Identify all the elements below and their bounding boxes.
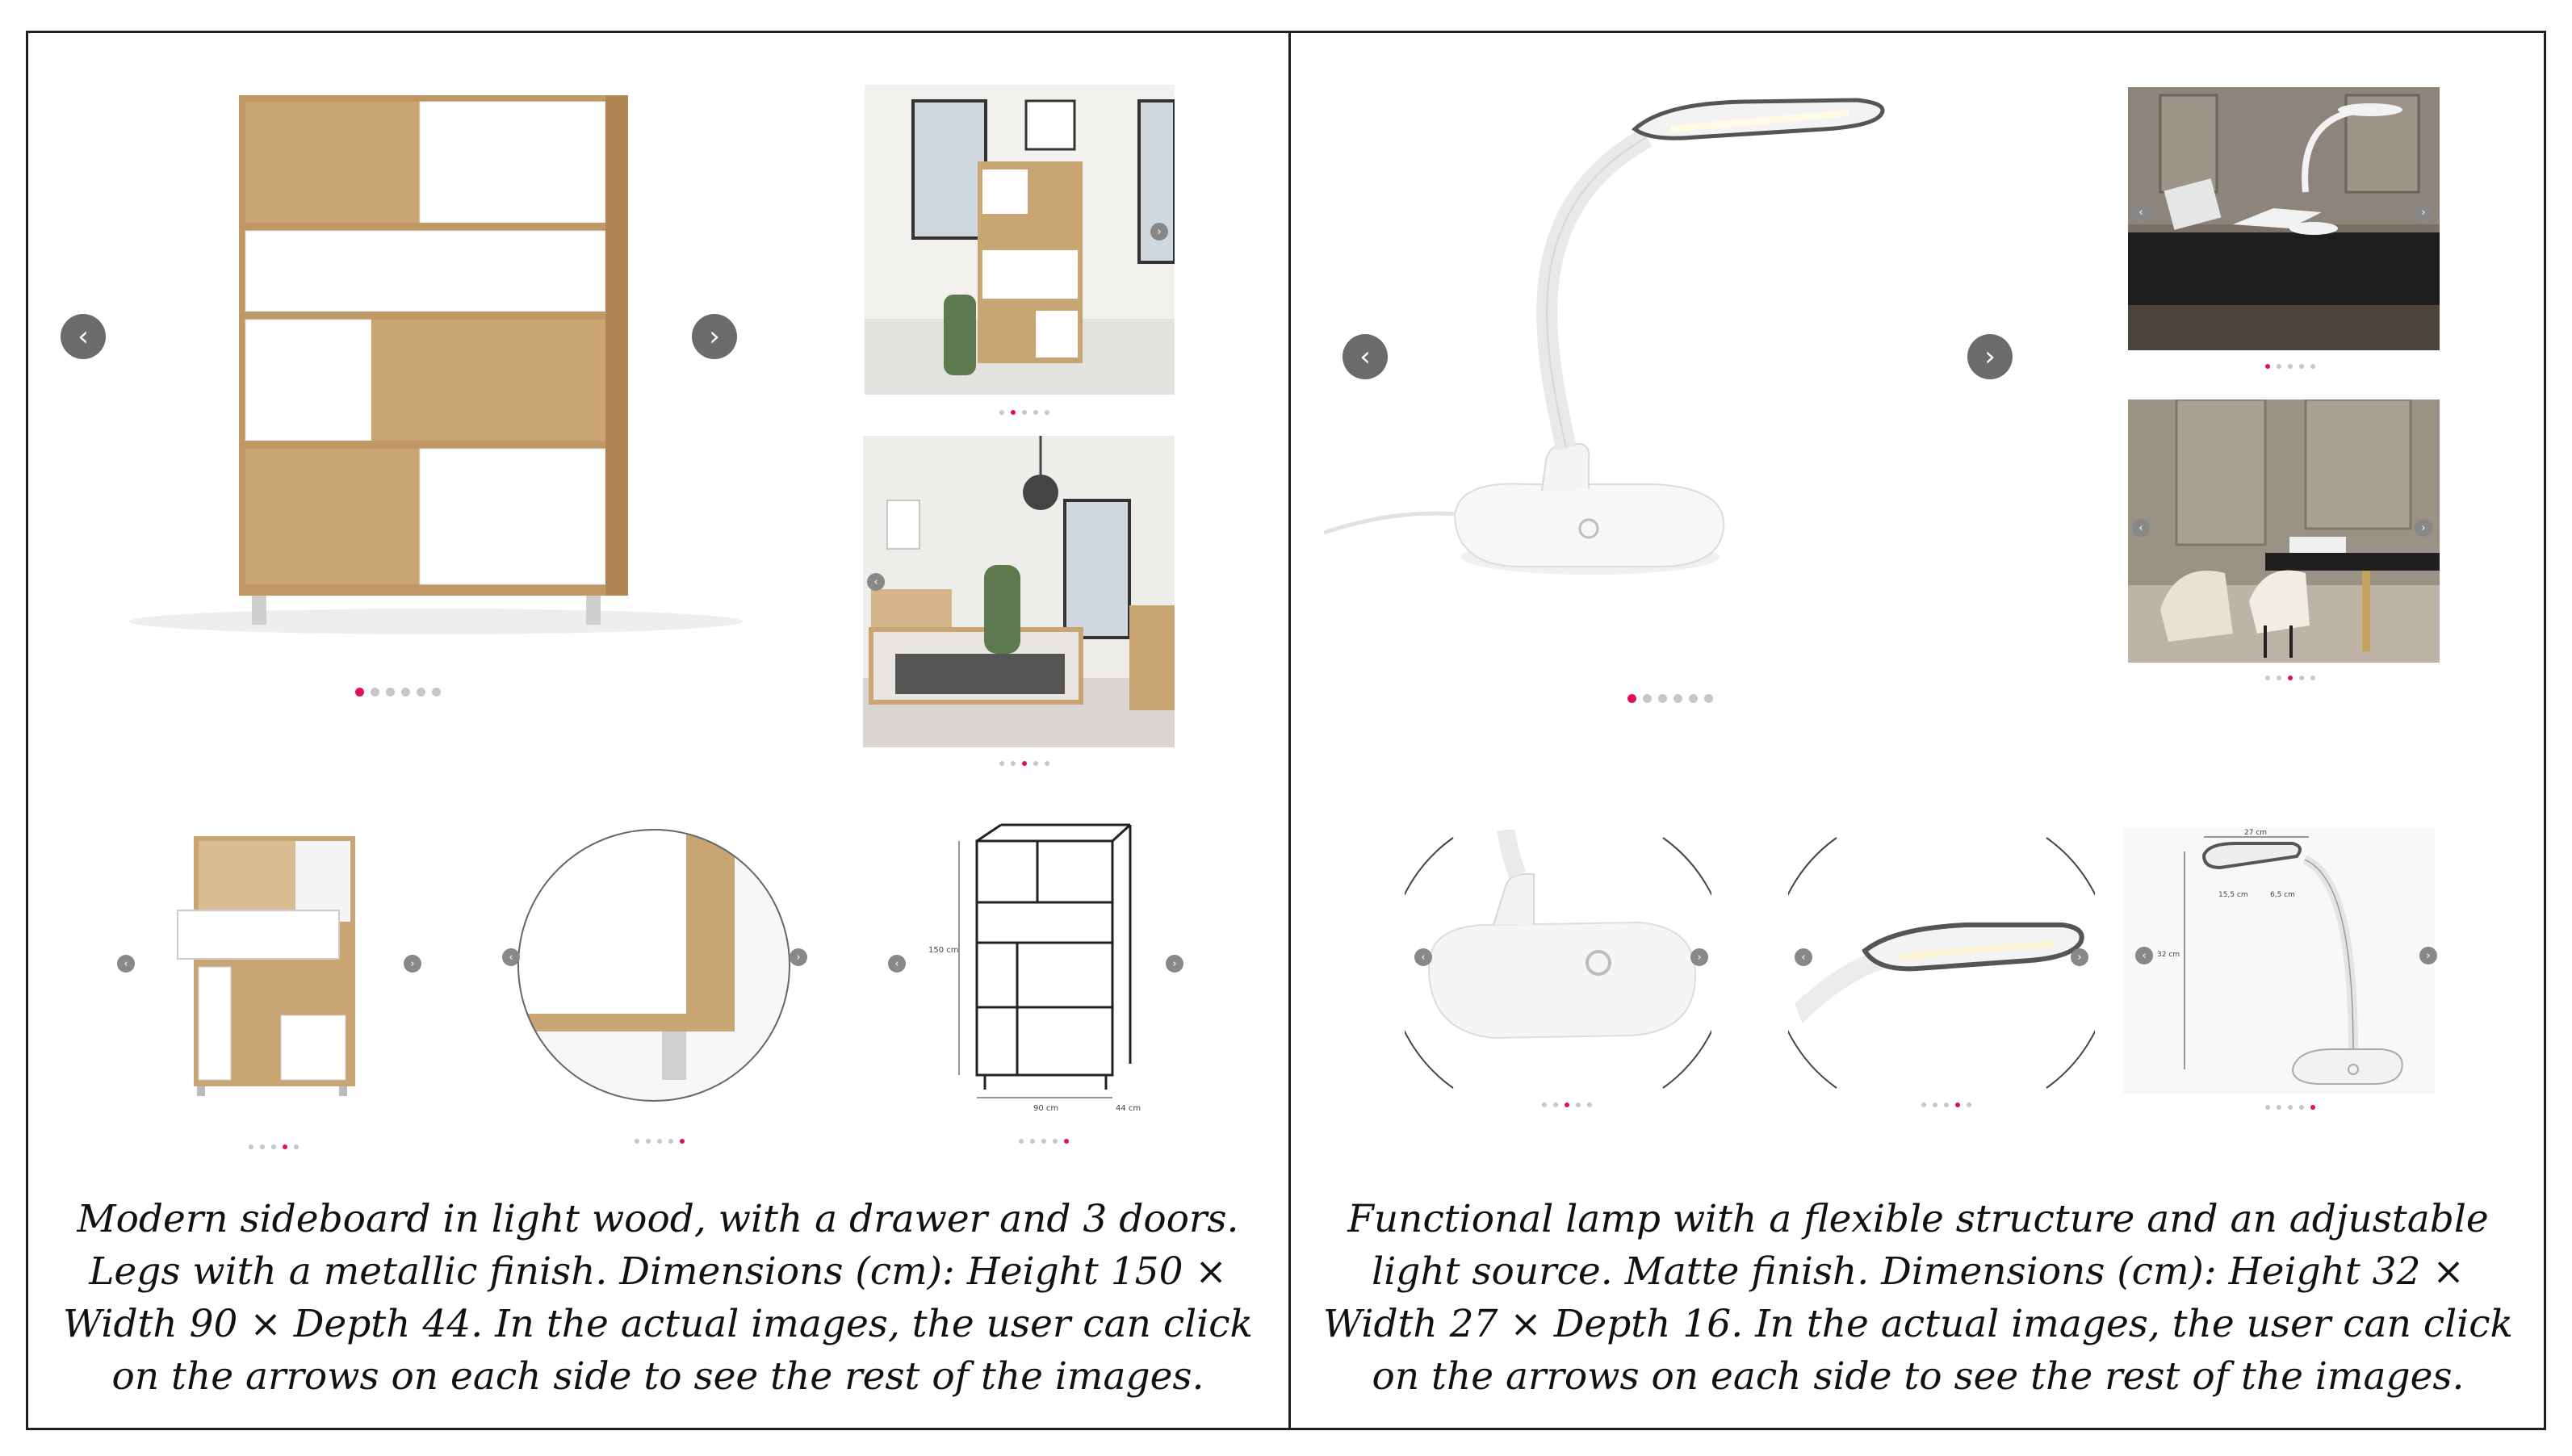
sideboard-drawing-prev-arrow[interactable] xyxy=(888,955,906,973)
height-label: 150 cm xyxy=(928,946,959,955)
lamp-desk-next-arrow[interactable] xyxy=(2415,203,2432,221)
width-label: 27 cm xyxy=(2244,829,2268,837)
carousel-dot[interactable] xyxy=(1704,694,1713,703)
chevron-right-icon: › xyxy=(709,320,720,353)
carousel-dot[interactable] xyxy=(271,1144,276,1149)
chevron-right-icon: › xyxy=(410,957,415,970)
sideboard-open-drawer-photo xyxy=(161,830,371,1096)
sideboard-bedroom-prev-arrow[interactable] xyxy=(867,573,885,591)
carousel-dot[interactable] xyxy=(417,688,425,697)
carousel-dot-active[interactable] xyxy=(1955,1102,1960,1107)
carousel-dot[interactable] xyxy=(432,688,441,697)
carousel-dot[interactable] xyxy=(1933,1102,1937,1107)
lamp-drawing-prev-arrow[interactable] xyxy=(2135,947,2153,964)
carousel-dot[interactable] xyxy=(1019,1139,1024,1144)
lamp-desk-scene xyxy=(2128,87,2440,350)
carousel-dot-active[interactable] xyxy=(1022,761,1027,766)
lamp-base-detail-photo xyxy=(1405,830,1711,1096)
carousel-dot[interactable] xyxy=(635,1139,639,1144)
carousel-dot[interactable] xyxy=(294,1144,299,1149)
lamp-office-scene xyxy=(2128,400,2440,663)
sideboard-leg-dots xyxy=(635,1139,685,1144)
carousel-dot-active[interactable] xyxy=(1064,1139,1069,1144)
carousel-dot[interactable] xyxy=(2288,1105,2293,1110)
carousel-dot[interactable] xyxy=(1587,1102,1592,1107)
carousel-dot[interactable] xyxy=(1041,1139,1046,1144)
caption-line: Modern sideboard in light wood, with a drawer and 3 doors. xyxy=(77,1197,1239,1241)
chevron-left-icon: ‹ xyxy=(2138,206,2143,219)
sideboard-product-photo xyxy=(48,73,775,638)
carousel-dot[interactable] xyxy=(1673,694,1682,703)
chevron-left-icon: ‹ xyxy=(509,951,513,964)
chevron-left-icon: ‹ xyxy=(1801,951,1806,964)
caption-line: Legs with a metallic finish. Dimensions (cm): Height 150 × xyxy=(89,1249,1227,1294)
sideboard-main-image xyxy=(48,73,775,638)
lamp-desk-image xyxy=(2128,87,2440,350)
carousel-dot[interactable] xyxy=(1576,1102,1581,1107)
carousel-dot[interactable] xyxy=(999,410,1004,415)
sideboard-bedroom-dots xyxy=(999,761,1049,766)
caption-line: Width 27 × Depth 16. In the actual images, the user can click xyxy=(1322,1302,2514,1346)
caption-line: Width 90 × Depth 44. In the actual images, the user can click xyxy=(62,1302,1254,1346)
caption-line: light source. Matte finish. Dimensions (cm): Height 32 × xyxy=(1372,1249,2465,1294)
carousel-dot[interactable] xyxy=(2310,676,2315,680)
chevron-left-icon: ‹ xyxy=(1359,341,1371,373)
sideboard-dimension-drawing xyxy=(912,822,1154,1116)
carousel-dot[interactable] xyxy=(646,1139,651,1144)
lamp-base-dots xyxy=(1542,1102,1592,1107)
carousel-dot[interactable] xyxy=(2299,1105,2304,1110)
chevron-left-icon: ‹ xyxy=(2138,521,2143,534)
lamp-office-next-arrow[interactable] xyxy=(2415,519,2432,537)
carousel-dot-active[interactable] xyxy=(2288,676,2293,680)
carousel-dot[interactable] xyxy=(260,1144,265,1149)
carousel-dot[interactable] xyxy=(1030,1139,1035,1144)
sideboard-drawing-dots xyxy=(1019,1139,1069,1144)
carousel-dot[interactable] xyxy=(1921,1102,1926,1107)
lamp-product-photo xyxy=(1324,81,1921,597)
carousel-dot[interactable] xyxy=(2265,1105,2270,1110)
chevron-right-icon: › xyxy=(2421,206,2426,219)
lamp-base-next-arrow[interactable] xyxy=(1690,948,1708,966)
lamp-drawing-next-arrow[interactable] xyxy=(2419,947,2437,964)
lamp-technical-drawing xyxy=(2123,827,2435,1094)
carousel-dot[interactable] xyxy=(2277,676,2281,680)
sideboard-bedroom-image xyxy=(863,436,1175,747)
lamp-caption xyxy=(1321,1193,2515,1403)
carousel-dot-active[interactable] xyxy=(2310,1105,2315,1110)
chevron-right-icon: › xyxy=(2426,949,2431,962)
carousel-dot[interactable] xyxy=(1045,410,1049,415)
lamp-head-detail-image xyxy=(1788,830,2095,1096)
sideboard-main-carousel-dots xyxy=(355,688,441,697)
carousel-dot[interactable] xyxy=(2265,676,2270,680)
carousel-dot[interactable] xyxy=(1033,761,1038,766)
chevron-left-icon: ‹ xyxy=(124,957,128,970)
caption-line: on the arrows on each side to see the rest of the images. xyxy=(111,1354,1204,1399)
carousel-dot[interactable] xyxy=(1011,761,1016,766)
lamp-office-dots xyxy=(2265,676,2315,680)
depth-label: 44 cm xyxy=(1116,1104,1141,1113)
lamp-main-prev-arrow[interactable] xyxy=(1343,334,1388,379)
carousel-dot[interactable] xyxy=(2299,676,2304,680)
carousel-dot[interactable] xyxy=(2277,1105,2281,1110)
sideboard-leg-prev-arrow[interactable] xyxy=(502,948,520,966)
lamp-base-detail-image xyxy=(1405,830,1711,1096)
carousel-dot-active[interactable] xyxy=(355,688,364,697)
carousel-dot[interactable] xyxy=(371,688,379,697)
carousel-dot[interactable] xyxy=(1967,1102,1971,1107)
sideboard-caption xyxy=(61,1193,1255,1403)
living-room-scene xyxy=(865,85,1175,395)
lamp-head-detail-photo xyxy=(1788,830,2095,1096)
panel-divider xyxy=(1288,31,1291,1430)
sideboard-leg-detail-photo xyxy=(517,828,791,1102)
sideboard-drawing-next-arrow[interactable] xyxy=(1166,955,1183,973)
lamp-main-next-arrow[interactable] xyxy=(1967,334,2013,379)
chevron-left-icon: ‹ xyxy=(873,575,878,588)
carousel-dot[interactable] xyxy=(2310,364,2315,369)
lamp-drawing-dots xyxy=(2265,1105,2315,1110)
carousel-dot[interactable] xyxy=(2299,364,2304,369)
sideboard-leg-next-arrow[interactable] xyxy=(790,948,807,966)
sideboard-open-drawer-image xyxy=(161,830,371,1096)
carousel-dot-active[interactable] xyxy=(680,1139,685,1144)
caption-line: on the arrows on each side to see the rest of the images. xyxy=(1372,1354,2465,1399)
height-label: 32 cm xyxy=(2157,951,2180,959)
lamp-office-prev-arrow[interactable] xyxy=(2132,519,2150,537)
carousel-dot[interactable] xyxy=(668,1139,673,1144)
lamp-desk-prev-arrow[interactable] xyxy=(2132,203,2150,221)
carousel-dot[interactable] xyxy=(1033,410,1038,415)
chevron-right-icon: › xyxy=(2077,951,2082,964)
lamp-base-prev-arrow[interactable] xyxy=(1414,948,1432,966)
lamp-main-image xyxy=(1324,81,1921,597)
sideboard-living-room-dots xyxy=(999,410,1049,415)
chevron-left-icon: ‹ xyxy=(894,957,899,970)
caption-line: Functional lamp with a flexible structure and an adjustable xyxy=(1347,1197,2489,1241)
carousel-dot[interactable] xyxy=(1643,694,1652,703)
carousel-dot[interactable] xyxy=(1045,761,1049,766)
chevron-right-icon: › xyxy=(796,951,801,964)
carousel-dot[interactable] xyxy=(386,688,395,697)
chevron-right-icon: › xyxy=(1984,341,1996,373)
lamp-head-next-arrow[interactable] xyxy=(2071,948,2088,966)
carousel-dot-active[interactable] xyxy=(283,1144,287,1149)
lamp-head-dots xyxy=(1921,1102,1971,1107)
lamp-desk-dots xyxy=(2265,364,2315,369)
carousel-dot-active[interactable] xyxy=(2265,364,2270,369)
sideboard-technical-drawing xyxy=(912,822,1154,1116)
carousel-dot[interactable] xyxy=(1658,694,1667,703)
chevron-left-icon: ‹ xyxy=(77,320,89,353)
carousel-dot[interactable] xyxy=(999,761,1004,766)
sideboard-drawer-next-arrow[interactable] xyxy=(404,955,421,973)
head-length-label: 15,5 cm xyxy=(2218,891,2248,899)
carousel-dot-active[interactable] xyxy=(1011,410,1016,415)
sideboard-main-prev-arrow[interactable] xyxy=(61,314,106,359)
chevron-right-icon: › xyxy=(2421,521,2426,534)
carousel-dot-active[interactable] xyxy=(1565,1102,1569,1107)
sideboard-leg-detail-image xyxy=(517,828,791,1102)
sideboard-living-room-image xyxy=(865,85,1175,395)
sideboard-living-room-next-arrow[interactable] xyxy=(1150,223,1168,241)
sideboard-drawer-prev-arrow[interactable] xyxy=(117,955,135,973)
chevron-right-icon: › xyxy=(1172,957,1177,970)
width-label: 90 cm xyxy=(1033,1104,1059,1113)
carousel-dot-active[interactable] xyxy=(1627,694,1636,703)
chevron-right-icon: › xyxy=(1157,225,1162,238)
carousel-dot[interactable] xyxy=(1944,1102,1949,1107)
lamp-main-carousel-dots xyxy=(1627,694,1713,703)
carousel-dot[interactable] xyxy=(1553,1102,1558,1107)
carousel-dot[interactable] xyxy=(657,1139,662,1144)
carousel-dot[interactable] xyxy=(401,688,410,697)
chevron-left-icon: ‹ xyxy=(2142,949,2147,962)
chevron-left-icon: ‹ xyxy=(1421,951,1426,964)
carousel-dot[interactable] xyxy=(2277,364,2281,369)
carousel-dot[interactable] xyxy=(1053,1139,1058,1144)
carousel-dot[interactable] xyxy=(2288,364,2293,369)
chevron-right-icon: › xyxy=(1697,951,1702,964)
carousel-dot[interactable] xyxy=(1689,694,1698,703)
sideboard-drawer-dots xyxy=(249,1144,299,1149)
lamp-dimension-drawing xyxy=(2123,827,2435,1094)
lamp-office-image xyxy=(2128,400,2440,663)
head-depth-label: 6,5 cm xyxy=(2270,891,2295,899)
carousel-dot[interactable] xyxy=(1542,1102,1547,1107)
lamp-head-prev-arrow[interactable] xyxy=(1795,948,1812,966)
carousel-dot[interactable] xyxy=(249,1144,253,1149)
carousel-dot[interactable] xyxy=(1022,410,1027,415)
sideboard-main-next-arrow[interactable] xyxy=(692,314,737,359)
bedroom-scene xyxy=(863,436,1175,747)
